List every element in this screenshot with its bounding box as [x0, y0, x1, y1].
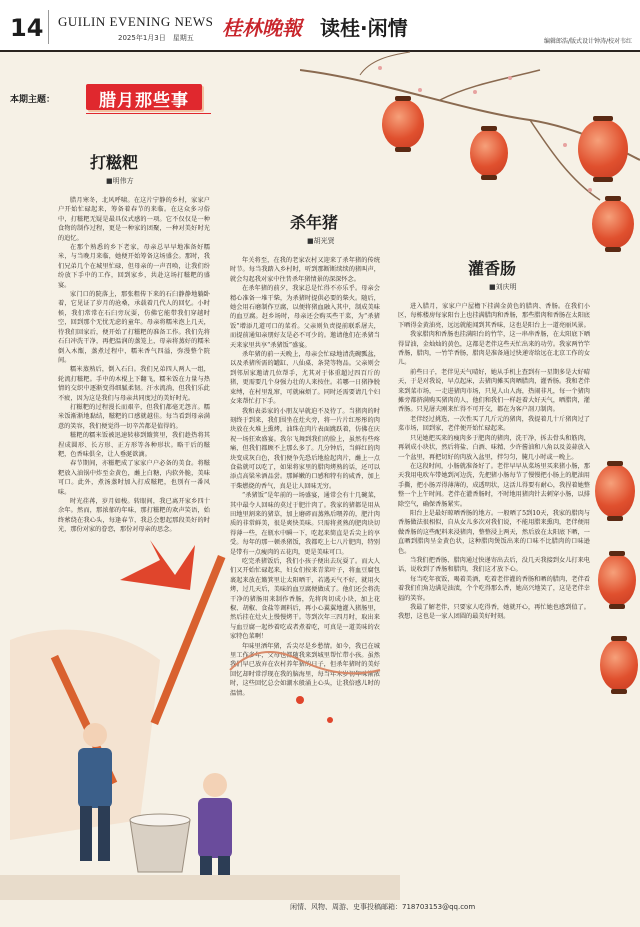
paragraph: 进入腊月，家家户户屋檐下挂满金黄色的腊肉、香肠。在我们小区，每栋楼房每家阳台上也挂满腊肉和香肠，那些腊肉和香肠在太阳底下晒得金黄油亮，远远就能闻到其香味，这也是阳台上一道亮丽风景。 [398, 303, 590, 329]
paragraph: 春节期间，亦糍粑成了家家户户必备的美食。将糍粑放入油锅中炸至金黄色，蘸上白糖，内软外脆，美味可口。此外，煮汤蒸时加入打成糍粑，也别有一番风味。 [58, 460, 210, 496]
article-body-1 [58, 196, 210, 535]
paragraph: 我和表弟家的小朋友早就迫不及待了。当猪肉的时刻终于到来，我们围坐在灶火旁，将一片片红彤彤的肉块放在火堆上熏烤，油珠在肉片表面跳跃着，仿佛在庆祝一场狂欢盛宴。我尔飞舞到我们的脸上，虽然有些疼痛，但我们都顾不上那么多了。几分钟后，当鲜红的肉块变成灰白色，我们便争先恐后地捡起肉片，蘸上一点食盐就可以吃了，如果将家里的腊肉烤熟的话，还可以添点高粱米酒品尝。那鲜嫩的口感和特有的咸香，加上干柴燃烧的香气，真是让人回味无穷。 [230, 407, 380, 490]
article-body-3 [398, 302, 590, 622]
header-divider [48, 10, 49, 44]
lantern-icon [470, 130, 508, 176]
paragraph: 只见她把买来的瘦肉多于肥肉的猪肉，洗干净，拆去骨头和筋肉，再剁成小块状，然后将盐、白酒、味精、少许酱油和八角以及姜蒜放入一个盆里，再把切好的肉放入盆里，拌匀匀，腌几小时或一晚上。 [398, 434, 590, 461]
brand-logo: 桂林晚報 [222, 16, 302, 40]
paragraph: 在那个熟悉的乡下老家，母亲总早早地准备好糯米，与当晚月来临，她便开始筹备这场盛会。那时，我们兄弟几个在城里忙碌，但母亲的一声召唤，让我们纷纷放下手中的工作，回到家乡，共赴这场打糍粑的盛宴。 [58, 244, 210, 289]
paragraph: 吃完杀猪饭后，我们小孩子便出去玩耍了。而大人们又开始忙碌起来，妇女们按来青菜叶子，将血豆腐包裹起来放在簸箕里让太阳晒干，若遇天气不好，就用火烤，过几天后，美味的血豆腐便做成了。他们还会将洗干净的猪肠用来制作香肠，先将肉切成小块，加上花椒、胡椒、食盐等调料后，再小心翼翼地灌入猪肠里，然后挂在灶火上慢慢烤干。等到次年三四月时，取出来与血豆腐一起炒着吃或者煮着吃，可真是一道美味的农家特色菜啊！ [230, 558, 380, 641]
article-author-3: ■刘庆明 [489, 283, 517, 291]
paragraph: 老伴经过挑选，一次性买了几斤元的猪肉，我提着几十斤猪肉过了菜市场，回到家，老伴便开始忙碌起来。 [398, 415, 590, 433]
lantern-icon [598, 555, 636, 605]
theme-label: 本期主题： [10, 95, 56, 105]
paper-name: GUILIN EVENING NEWS [58, 14, 214, 29]
paragraph: 打糍粑的过程漫长而艰辛，但我们都毫无怨言。糯米饭渐渐地黏结，糍粑的口感就越佳。每当看到母亲满意的笑容，我们便觉得一切辛苦都是值得的。 [58, 403, 210, 430]
paragraph: 时光荏苒，岁月如梭。转眼间，我已离开家乡四十余年。然而，那浓郁的年味，那打糍粑的欢声笑语，始终萦绕在我心头，每逢春节，我总会想起那段美好的时光，那份对家的眷恋，那份对母亲的思念。 [58, 498, 210, 534]
paragraph: 腊月寒冬，北风呼啸。在这片宁静的乡村，家家户户开始忙碌起来，筹备着春节的来临。在这众多习俗中，打糍粑无疑是最具仪式感的一项。它不仅仅是一种食物的制作过程，更是一种家的团聚，一种对美好时光的追忆。 [58, 197, 210, 242]
article-author-1: ■明伟方 [106, 177, 134, 185]
article-title-3: 灌香肠 [468, 259, 517, 278]
editor-credit: 编辑郎浩/版式设计钟涛/校对韦红 [543, 38, 632, 45]
paragraph: 年关将至，在我的老家农村又迎来了杀年猪的传统时节。每当我踏入乡村时，听到那断断续续的猪叫声，就会勾起我对家中往昔杀年猪情景的深深怀念。 [230, 257, 380, 283]
theme-underline [86, 113, 211, 114]
article-title-2: 杀年猪 [290, 213, 339, 232]
paragraph: 杀年猪的前一天晚上，母亲会忙碌地清洗碗瓢盆，以及杀猪所需的罐缸、八仙桌、条凳等物品。父亲则会到邻居家邀请几位帮手，尤其对于体重超过四百斤的猪，更需要几个身强力壮的人来按住。若哪一日猪挣脱束缚，在村里乱窜，可就麻烦了。同时还需要请几个妇女来帮忙打下手。 [230, 351, 380, 406]
section-slogan: 读桂·闲情 [320, 16, 408, 40]
lantern-icon [382, 100, 424, 148]
paragraph: 阳台上是最好晾晒香肠的地方。一般晒了5到10天，我家的腊肉与香肠做法很相似，自从女儿多次对我们说，不能用腊来熏肉，老伴便用做香肠的这些配料来浸猪肉，整整浸上两天，然后放在太阳底下晒，一直晒到腊肉呈金黄色状，这种腊肉煲饭出来的口味不比腊肉的口味逊色。 [398, 509, 590, 555]
paragraph: 在这段时间，小肠就准备好了。老伴早早从菜场里买来猪小肠，那天我用电吹车带她到河边洗，先把猪小肠每节了慢慢把小肠上的肥油用手撕，把小肠弄得薄薄的，成透明状，这活儿得要有耐心，我捏着她整整一个上午时间。老伴在灌香肠时，不时地用猪肉针去刺穿小肠，以排除空气，确保香肠紧实。 [398, 462, 590, 508]
paragraph: 家门口的院落上，那张粗传下来的石臼静静地躺卧着，它见证了岁月的沧桑，承载着几代人的回忆。小时候，我们常常在石臼旁玩耍，仿佛它能带我们穿越时空，回到那个无忧无虑的童年。母亲将糯米泡上几天，待我们回家后，便开始了打糍粑的准备工作。我们先将石臼冲洗干净，再把温润的蒸笼上，母亲将蒸好的糯米倒入木甑，蒸煮过程中，糯米香气四溢，弥漫整个院间。 [58, 291, 210, 364]
theme-title: 腊月那些事 [99, 91, 189, 111]
paragraph: 我最了解老伴，只要家人吃得香，她就开心，再忙她也感到值了。我想，这也是一家人团圆的最美好时刻。 [398, 604, 590, 621]
issue-date: 2025年1月3日 星期五 [118, 34, 194, 42]
paragraph: 我家腊肉和香肠也挂满阳台的竹竿，这一串串香肠，在太阳底下晒得冒油，金灿灿的黄色，这都是老伴这些天忙出来的功劳。我家两竹竿香肠，腊肉，一竹竿香肠，腊肉是准备通过快递寄给远在北京工作的女儿。 [398, 331, 590, 367]
lantern-icon [600, 640, 638, 690]
article-title-1: 打糍粑 [90, 153, 139, 172]
submission-email: 闲情、风物、周游、史事投稿邮箱：718703153@qq.com [290, 903, 476, 911]
page-header [0, 0, 640, 52]
article-author-2: ■胡光贤 [307, 237, 335, 245]
paragraph: 前些日子，老伴见天气晴好，她从手机上查到有一星期多是大好晴天，于是对我说，早点起床，去猪肉摊买肉晒腊肉，灌香肠。我和老伴来到菜市场，一走进猪肉市场，只见人山人海，热闹非凡，每一个猪肉摊旁都挤满购买猪肉的人，他们和我们一样赶着大好天气，晒腊肉，灌香肠。只见屠夫刚来忙得不可开交，都在为客户剖刀制肉。 [398, 368, 590, 414]
paragraph: 年味里洒年猪，舌尖尽是乡愁情。如今，我已在城里工作多年，父母也都随我来到城里帮忙带小孩。虽然我们早已放弃在农村养年猪的日子，但杀年猪时的美好回忆却时常浮现在我的脑海里，每当年末岁初年味渐浓时，这些回忆总会如潮水般涌上心头，让我倍感儿时的温情。 [230, 642, 380, 697]
lantern-icon [592, 200, 634, 248]
paragraph: “杀猪饭”是年前的一场盛宴，通常会有十几碗菜，其中最令人回味的莫过于肥汁肉了。我家的猪都是用从田地里割来的猪草，加上磨碎而蒸熟后喂养的，肥汁肉质的非常鲜美，很是爽快美味。只需将煮熟的肥肉块切得薄一些，在瓶水中瞬一下，吃起来简直是舌尖上的享受。每年的那一顿杀猪饭，我都吃上七八片肥肉，特别是带有一点瘦肉的五花肉，更是美味可口。 [230, 492, 380, 556]
paragraph: 糍粑的糯米饭被迅速转移到簸箕里，我们趁热将其捏成圆形、长方形、正方形等各种形状。略干后的糍粑，色香味俱全，让人垂涎欲滴。 [58, 432, 210, 458]
page-number: 14 [10, 14, 44, 42]
paragraph: 在杀年猪的前夕，我家总是忙得不亦乐乎。母亲会精心准备一堆干柴，为杀猪时提供必要的柴火。随后，她会用石磨制作豆腐，以便将猪血融入其中，制成美味的血豆腐。赶乡场时，母亲还会购买些干菜，为“杀猪饭”增添几道可口的菜肴。父亲则负责提前联系屠夫，而提前通知亲朋好友是必不可少的。邀请他们在杀猪当天来家里共享“杀猪饭”盛宴。 [230, 285, 380, 349]
lantern-icon [595, 465, 635, 517]
lantern-icon [578, 120, 628, 178]
paragraph: 糯米蒸熟后，倒入石臼。我们兄弟四人两人一组，轮流打糍粑。手中的木棍上下翻飞，糯米饭在力量与热情的交织中逐渐变得细腻柔韧。汗水流淌，但我们乐此不疲，因为这是我们与母亲共同度过的美好时光。 [58, 366, 210, 402]
pounding-illustration [0, 520, 400, 900]
paragraph: 当我们把香肠、腊肉通过快递寄出去后，没几天我接到女儿打来电话，说收到了香肠和腊肉，我们这才放下心。 [398, 556, 590, 574]
paragraph: 每当吃年夜饭，喝着美酒，吃着老伴灌的香肠和晒的腊肉，老伴看着我们们角边满是油渍，个个吃得那么香，她高兴地笑了，这是老伴幸福的笑容。 [398, 575, 590, 602]
